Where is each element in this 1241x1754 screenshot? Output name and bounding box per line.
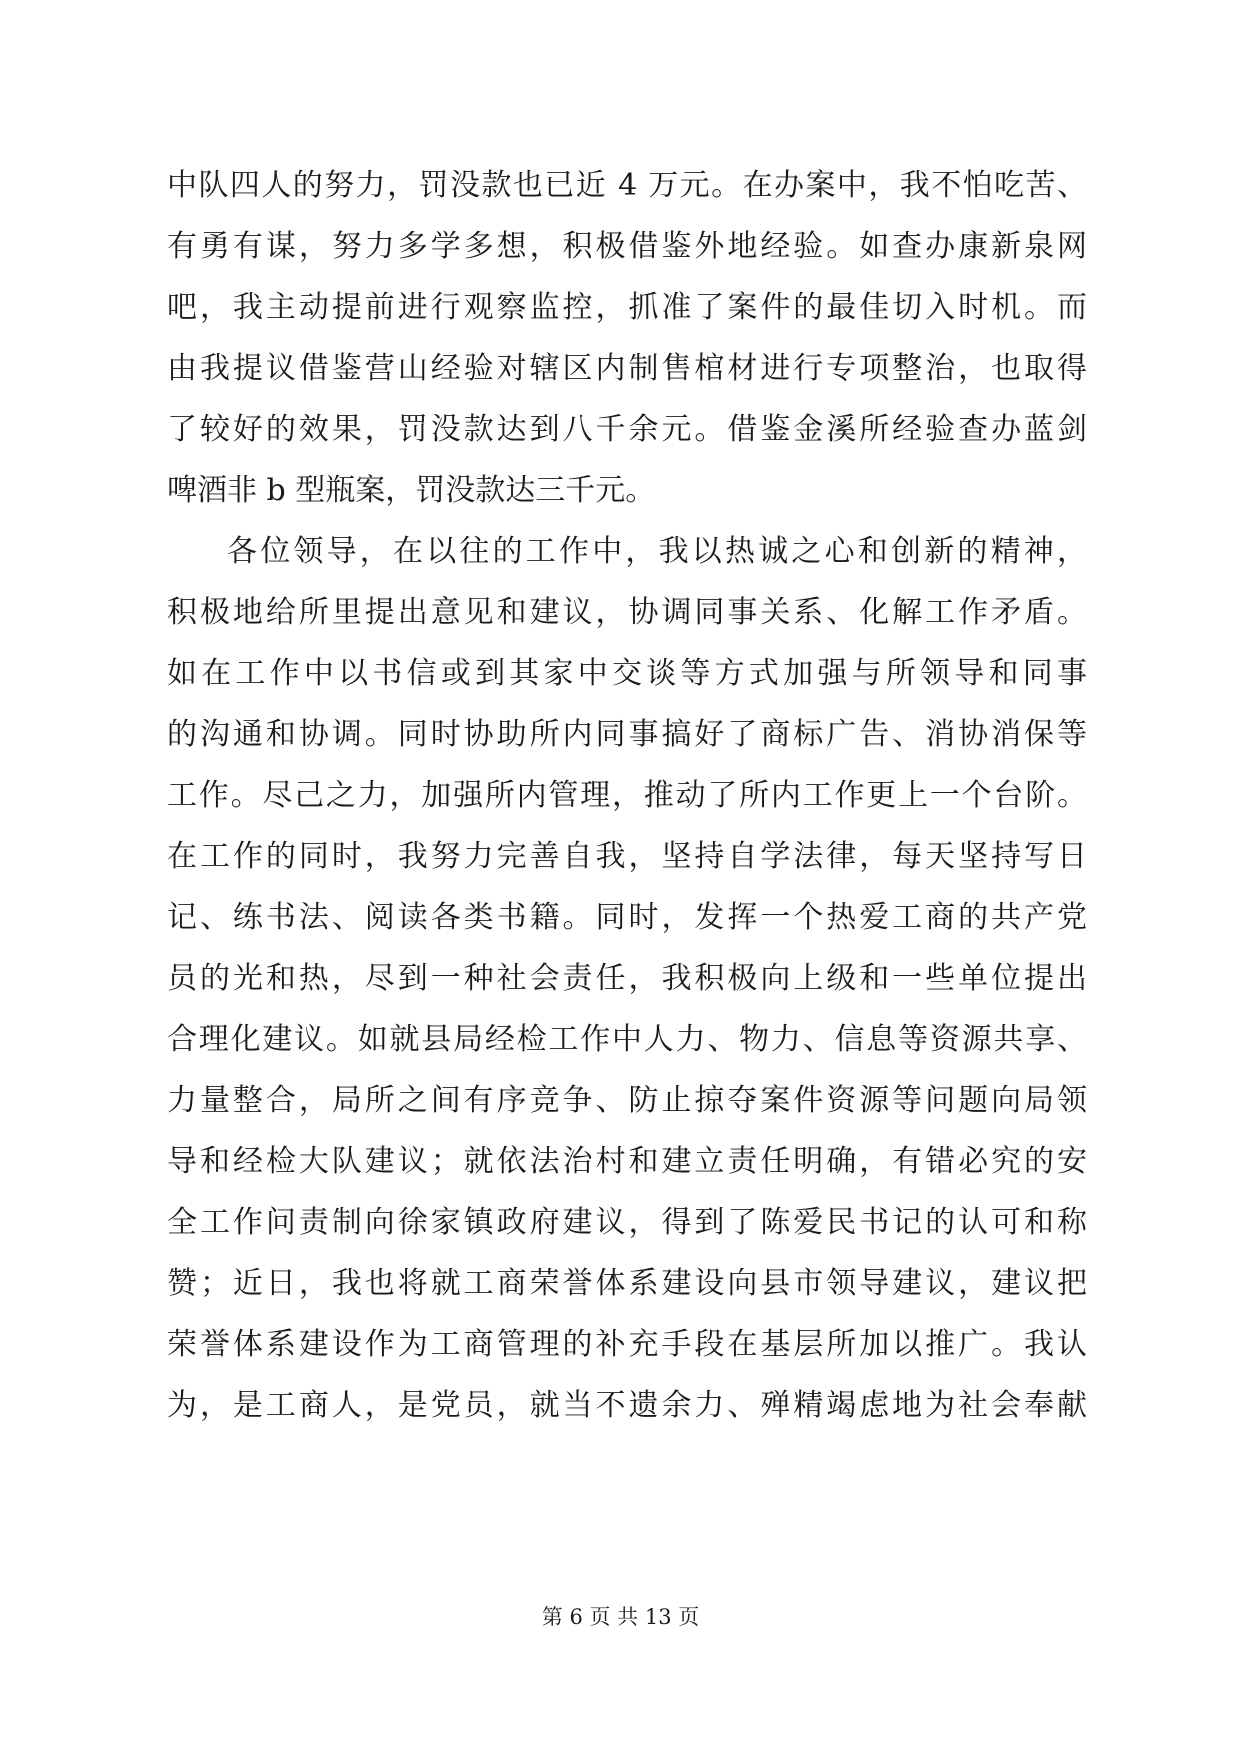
text-line: 力量整合，局所之间有序竞争、防止掠夺案件资源等问题向局领 — [167, 1083, 1087, 1118]
text-line: 积极地给所里提出意见和建议，协调同事关系、化解工作矛盾。 — [167, 595, 1087, 630]
body-text — [167, 155, 1087, 1436]
text-line: 导和经检大队建议；就依法治村和建立责任明确，有错必究的安 — [167, 1144, 1087, 1179]
text-line: 啤酒非 b 型瓶案，罚没款达三千元。 — [167, 473, 656, 508]
page-footer — [0, 1601, 1241, 1631]
text-line: 有勇有谋，努力多学多想，积极借鉴外地经验。如查办康新泉网 — [167, 229, 1087, 264]
text-line: 员的光和热，尽到一种社会责任，我积极向上级和一些单位提出 — [167, 961, 1087, 996]
page-number-indicator: 第 6 页 共 13 页 — [541, 1605, 700, 1629]
text-line: 全工作问责制向徐家镇政府建议，得到了陈爱民书记的认可和称 — [167, 1205, 1087, 1240]
text-line: 赞；近日，我也将就工商荣誉体系建设向县市领导建议，建议把 — [167, 1266, 1087, 1301]
text-line: 中队四人的努力，罚没款也已近 4 万元。在办案中，我不怕吃苦、 — [167, 168, 1087, 203]
text-line: 荣誉体系建设作为工商管理的补充手段在基层所加以推广。我认 — [167, 1327, 1087, 1362]
text-line: 吧，我主动提前进行观察监控，抓准了案件的最佳切入时机。而 — [167, 290, 1087, 325]
text-line: 为，是工商人，是党员，就当不遗余力、殚精竭虑地为社会奉献 — [167, 1388, 1087, 1423]
text-line: 各位领导，在以往的工作中，我以热诚之心和创新的精神， — [227, 534, 1087, 569]
text-line: 在工作的同时，我努力完善自我，坚持自学法律，每天坚持写日 — [167, 839, 1087, 874]
text-line: 由我提议借鉴营山经验对辖区内制售棺材进行专项整治，也取得 — [167, 351, 1087, 386]
paragraph-2 — [167, 521, 1087, 1436]
text-line: 的沟通和协调。同时协助所内同事搞好了商标广告、消协消保等 — [167, 717, 1087, 752]
text-line: 合理化建议。如就县局经检工作中人力、物力、信息等资源共享、 — [167, 1022, 1087, 1057]
text-line: 如在工作中以书信或到其家中交谈等方式加强与所领导和同事 — [167, 656, 1087, 691]
paragraph-1 — [167, 155, 1087, 521]
text-line: 记、练书法、阅读各类书籍。同时，发挥一个热爱工商的共产党 — [167, 900, 1087, 935]
text-line: 工作。尽己之力，加强所内管理，推动了所内工作更上一个台阶。 — [167, 778, 1087, 813]
text-line: 了较好的效果，罚没款达到八千余元。借鉴金溪所经验查办蓝剑 — [167, 412, 1087, 447]
